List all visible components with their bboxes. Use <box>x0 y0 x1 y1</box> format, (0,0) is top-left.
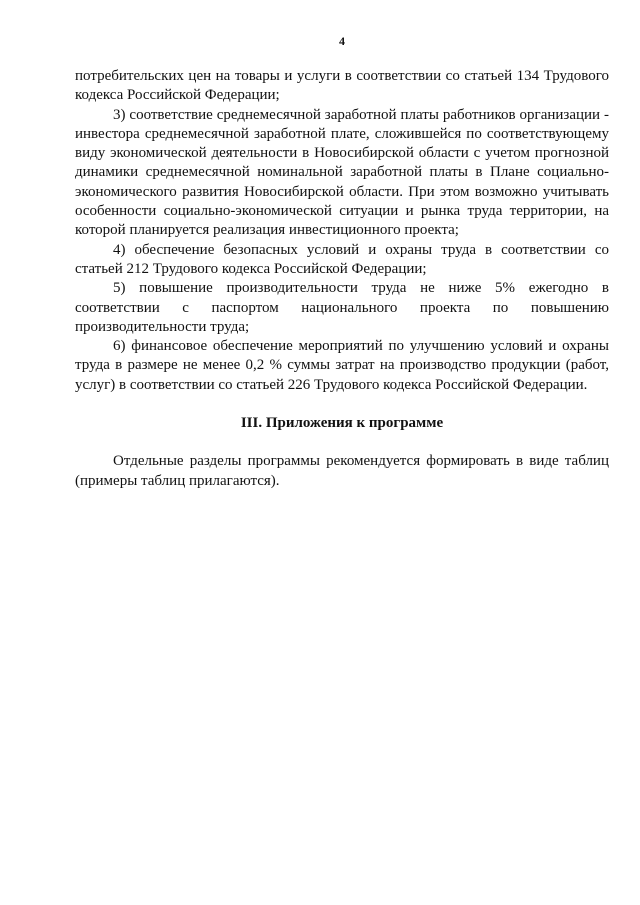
paragraph-item-5: 5) повышение производительности труда не ниже 5% ежегодно в соответствии с паспортом национального проекта по повышению производительности труда; <box>75 280 609 335</box>
document-page <box>75 34 609 491</box>
paragraph-continuation: потребительских цен на товары и услуги в соответствии со статьей 134 Трудового кодекса Российской Федерации; <box>75 68 609 104</box>
page-number: 4 <box>339 34 345 48</box>
paragraph-item-4: 4) обеспечение безопасных условий и охраны труда в соответствии со статьей 212 Трудового кодекса Российской Федерации; <box>75 241 609 277</box>
paragraph-closing: Отдельные разделы программы рекомендуется формировать в виде таблиц (примеры таблиц прилагаются). <box>75 453 609 489</box>
paragraph-item-6: 6) финансовое обеспечение мероприятий по улучшению условий и охраны труда в размере не менее 0,2 % суммы затрат на производство продукции (работ, услуг) в соответствии со статьей 226 Трудового кодекса Российской Федерации. <box>75 338 609 393</box>
paragraph-item-3: 3) соответствие среднемесячной заработной платы работников организации - инвестора среднемесячной заработной плате, сложившейся по соответствующему виду экономической деятельности в Новосибирской области с учетом прогнозной динамики среднемесячной номинальной заработной платы в Плане социально-экономического развития Новосибирской области. При этом возможно учитывать особенности социально-экономической ситуации и рынка труда территории, на которой планируется реализация инвестиционного проекта; <box>75 106 609 239</box>
section-title: III. Приложения к программе <box>240 415 444 432</box>
